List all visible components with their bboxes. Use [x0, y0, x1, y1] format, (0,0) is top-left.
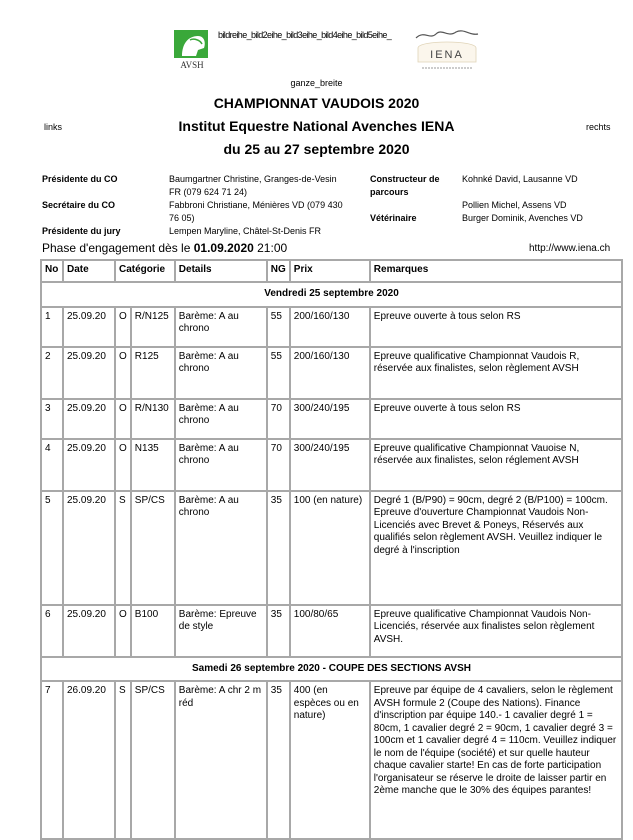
cell-ng: 35 — [267, 491, 290, 605]
cell-prize: 300/240/195 — [290, 439, 370, 491]
cell-details: Barème: A au chrono — [175, 307, 267, 347]
svg-text:AVSH: AVSH — [180, 60, 204, 70]
cell-date: 25.09.20 — [63, 307, 115, 347]
cell-category: R/N130 — [131, 399, 175, 439]
cell-no: 1 — [41, 307, 63, 347]
cell-date: 25.09.20 — [63, 347, 115, 399]
cell-remarks: Epreuve qualificative Championnat Vaudois Non-Licenciés, réservée aux finalistes selon règlement AVSH. — [370, 605, 622, 657]
official-label: Constructeur de parcours — [370, 174, 440, 197]
cell-prize: 100 (en nature) — [290, 491, 370, 605]
official-label: Présidente du CO — [42, 174, 118, 184]
left-placeholder: links — [44, 122, 63, 132]
cell-details: Barème: A au chrono — [175, 439, 267, 491]
cell-no: 5 — [41, 491, 63, 605]
cell-details: Barème: A chr 2 m réd — [175, 681, 267, 839]
cell-type: O — [115, 439, 131, 491]
cell-category: R125 — [131, 347, 175, 399]
cell-category: SP/CS — [131, 681, 175, 839]
official-label: Vétérinaire — [370, 213, 417, 223]
day-header-row — [41, 657, 622, 682]
full-width-placeholder: ganze_breite — [290, 78, 343, 88]
table-row — [41, 307, 622, 347]
cell-remarks: Epreuve qualificative Championnat Vauoise N, réservée aux finalistes, selon réglement AVSH — [370, 439, 622, 491]
iena-logo — [412, 28, 482, 74]
table-row — [41, 605, 622, 657]
table-row — [41, 399, 622, 439]
cell-no: 3 — [41, 399, 63, 439]
table-row — [41, 681, 622, 839]
cell-prize: 300/240/195 — [290, 399, 370, 439]
cell-details: Barème: Epreuve de style — [175, 605, 267, 657]
cell-type: O — [115, 605, 131, 657]
cell-prize: 100/80/65 — [290, 605, 370, 657]
column-header: Date — [63, 260, 115, 282]
official-value: Baumgartner Christine, Granges-de-Vesin FR (079 624 71 24) — [169, 174, 337, 197]
table-header-row — [41, 260, 622, 282]
official-value: Burger Dominik, Avenches VD — [462, 213, 583, 223]
cell-date: 26.09.20 — [63, 681, 115, 839]
cell-category: SP/CS — [131, 491, 175, 605]
table-row — [41, 439, 622, 491]
cell-ng: 55 — [267, 347, 290, 399]
cell-category: B100 — [131, 605, 175, 657]
cell-type: O — [115, 307, 131, 347]
day-header: Samedi 26 septembre 2020 - COUPE DES SECTIONS AVSH — [41, 657, 622, 682]
cell-ng: 70 — [267, 439, 290, 491]
cell-no: 7 — [41, 681, 63, 839]
official-value: Kohnké David, Lausanne VD — [462, 174, 578, 184]
right-placeholder: rechts — [586, 122, 611, 132]
cell-type: O — [115, 347, 131, 399]
cell-category: R/N125 — [131, 307, 175, 347]
official-value: Fabbroni Christiane, Ménières VD (079 430 76 05) — [169, 200, 343, 223]
official-value: Lempen Maryline, Châtel-St-Denis FR — [169, 226, 322, 236]
column-header: No — [41, 260, 63, 282]
cell-ng: 70 — [267, 399, 290, 439]
cell-no: 6 — [41, 605, 63, 657]
column-header: Catégorie — [115, 260, 175, 282]
event-dates: du 25 au 27 septembre 2020 — [223, 141, 410, 157]
cell-details: Barème: A au chrono — [175, 491, 267, 605]
cell-details: Barème: A au chrono — [175, 347, 267, 399]
cell-category: N135 — [131, 439, 175, 491]
cell-date: 25.09.20 — [63, 491, 115, 605]
column-header: Remarques — [370, 260, 622, 282]
column-header: NG — [267, 260, 290, 282]
cell-remarks: Epreuve ouverte à tous selon RS — [370, 399, 622, 439]
avsh-logo — [168, 28, 216, 70]
svg-text:IENA: IENA — [430, 49, 464, 61]
cell-date: 25.09.20 — [63, 399, 115, 439]
image-row-placeholder: bildreihe_bild2eihe_bild3eihe_bild4eihe_bild5eihe_ — [218, 30, 392, 40]
venue-title: Institut Equestre National Avenches IENA — [178, 118, 455, 134]
day-header-row — [41, 282, 622, 307]
cell-prize: 200/160/130 — [290, 307, 370, 347]
cell-ng: 55 — [267, 307, 290, 347]
column-header: Details — [175, 260, 267, 282]
cell-ng: 35 — [267, 681, 290, 839]
cell-type: O — [115, 399, 131, 439]
program-table — [40, 259, 623, 840]
cell-remarks: Epreuve ouverte à tous selon RS — [370, 307, 622, 347]
official-value: Pollien Michel, Assens VD — [462, 200, 567, 210]
day-header: Vendredi 25 septembre 2020 — [41, 282, 622, 307]
table-row — [41, 491, 622, 605]
website-link[interactable]: http://www.iena.ch — [529, 243, 611, 254]
page-title: CHAMPIONNAT VAUDOIS 2020 — [213, 95, 420, 111]
cell-no: 2 — [41, 347, 63, 399]
cell-ng: 35 — [267, 605, 290, 657]
official-label: Présidente du jury — [42, 226, 121, 236]
cell-prize: 400 (en espèces ou en nature) — [290, 681, 370, 839]
entry-phase: Phase d'engagement dès le 01.09.2020 21:00 — [42, 241, 288, 255]
cell-date: 25.09.20 — [63, 439, 115, 491]
table-row — [41, 347, 622, 399]
cell-type: S — [115, 491, 131, 605]
column-header: Prix — [290, 260, 370, 282]
cell-details: Barème: A au chrono — [175, 399, 267, 439]
cell-prize: 200/160/130 — [290, 347, 370, 399]
cell-remarks: Epreuve par équipe de 4 cavaliers, selon le règlement AVSH formule 2 (Coupe des Nations). Finance d'inscription par équipe 140.- 1 cavalier degré 1 = 80cm, 1 cavalier degré 2 = 90cm, 1 cavalier degré 3 = 100cm et 1 cavalier degré 4 = 110cm. Veuillez indiquer le nom de l'équipe (société) et sur quelle hauteur chaque cavalier starte! En cas de forte participation l'organisateur se réserve le droite de laisser partir en 2ème manche que le 30% des équipes parantes! — [370, 681, 622, 839]
cell-remarks: Epreuve qualificative Championnat Vaudois R, réservée aux finalistes, selon règlement AVSH — [370, 347, 622, 399]
cell-date: 25.09.20 — [63, 605, 115, 657]
official-label: Secrétaire du CO — [42, 200, 116, 210]
cell-remarks: Degré 1 (B/P90) = 90cm, degré 2 (B/P100) = 100cm. Epreuve d'ouverture Championnat Vaudois Non-Licenciés avec Brevet & Poneys, Réservés aux qualifiés selon règlement AVSH. Veuillez indiquer le degré à l'inscription — [370, 491, 622, 605]
cell-no: 4 — [41, 439, 63, 491]
cell-type: S — [115, 681, 131, 839]
